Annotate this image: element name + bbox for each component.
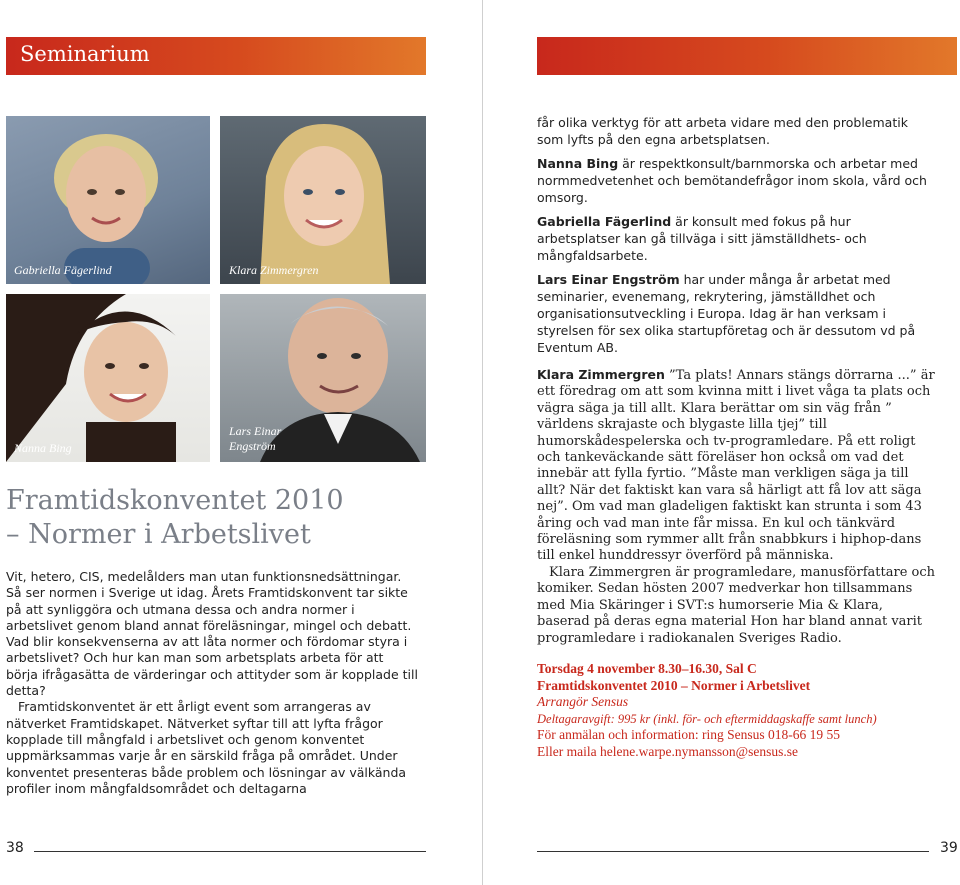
headline-line1: Framtidskonventet 2010 [6,485,344,516]
event-fee: Deltagaravgift: 995 kr (inkl. för- och eftermiddagskaffe samt lunch) [537,711,877,726]
bio-paragraph [537,213,937,264]
portrait-illustration [6,116,210,284]
intro-paragraph: Vit, hetero, CIS, medelålders man utan funktionsnedsättningar. Så ser normen i Sverige ut idag. Årets Framtidskonvent tar sikte på att synliggöra och utmana dessa och andra normer i arbetslivet genom bland annat föreläsningar, mingel och debatt. Vad blir konsekvenserna av att låta normer och fördomar styra i arbetslivet? Och hur kan man som arbetsplats arbeta för att börja ifrågasätta de värderingar och attityder som är kopplade till detta? [6,569,418,699]
page-number: 38 [6,840,24,856]
photo-caption: Gabriella Fägerlind [14,263,112,277]
event-organizer: Arrangör Sensus [537,694,629,709]
bio-text: har under många år arbetat med seminarier, evenemang, rekrytering, jämställdhet och organisationsutveckling i Europa. Idag är han verksam i styrelsen för sex olika startupföretag och är dessutom vd på Eventum AB. [537,272,916,355]
klara-name: Klara Zimmergren [537,367,665,382]
klara-section [537,367,937,647]
klara-paragraph [537,367,937,565]
event-date: Torsdag 4 november 8.30–16.30, Sal C [537,661,757,676]
portrait-illustration [6,294,210,462]
nanna-bing-photo [6,294,210,462]
continuation-text: får olika verktyg för att arbeta vidare med den problematik som lyfts på den egna arbetsplatsen. [537,115,908,147]
event-info [537,661,957,760]
event-email: Eller maila helene.warpe.nymansson@sensus.se [537,743,798,759]
page-spine [482,0,483,885]
article-headline [6,484,446,552]
intro-paragraph: Framtidskonventet är ett årligt event som arrangeras av nätverket Framtidskapet. Nätverket syftar till att lyfta frågor kopplade till mångfald i arbetslivet och genom konventet uppmärksammas varje år en särskild fråga på området. Under konventet presenteras både problem och lösningar av välkända profiler inom mångfaldsområdet och deltagarna [6,699,407,796]
photo-caption [229,424,281,454]
bio-paragraph [537,155,937,206]
photo-caption: Nanna Bing [14,441,72,455]
lars-einar-engstrom-photo [220,294,426,462]
gabriella-fagerlind-photo [6,116,210,284]
event-title: Framtidskonventet 2010 – Normer i Arbetslivet [537,677,811,693]
klara-text: ”Ta plats! Annars stängs dörrarna ...” är ett föredrag om att som kvinna mitt i livet våga ta plats och vägra säga ja till allt. Klara berättar om sin väg från ” världens skrajaste och blygaste lilla tjej” till humorskådespelerska och tv-programledare. På ett roligt och tankeväckande sätt föreläser hon också om vad det innebär att fylla fyrtio. ”Måste man verkligen säga ja till allt? När det faktiskt kan vara så härligt att få lov att säga nej”. Om vad man gladeligen faktiskt kan strunta i som 43 åring och vad man inte får missa. En kul och tänkvärd föreläsning som rymmer allt från snabbkurs i hiphop-dans till enkel hunddressyr överförd på människa. [537,368,935,564]
bio-text: är respektkonsult/barnmorska och arbetar med normmedvetenhet och bemötandefrågor inom skola, vård och omsorg. [537,156,927,205]
page-number: 39 [940,840,958,856]
bio-paragraph [537,271,937,356]
klara-zimmergren-photo [220,116,426,284]
portrait-illustration [220,116,426,284]
footer-rule [537,851,929,852]
section-title: Seminarium [20,42,150,66]
bio-text: är konsult med fokus på hur arbetsplatser kan gå tillväga i sitt jämställdhets- och mångfaldsarbete. [537,214,867,263]
photo-caption-line2: Engström [229,439,276,453]
section-header-band [537,37,957,75]
event-registration: För anmälan och information: ring Sensus 018-66 19 55 [537,727,840,742]
photo-caption-line1: Lars Einar [229,424,282,438]
photo-caption: Klara Zimmergren [229,263,319,277]
bio-name: Nanna Bing [537,156,619,171]
klara-paragraph: Klara Zimmergren är programledare, manusförfattare och komiker. Sedan hösten 2007 medverkar hon tillsammans med Mia Skäringer i SVT:s humorserie Mia & Klara, baserad på deras egna material Hon har bland annat varit programledare i radiokanalen Sveriges Radio. [537,564,936,646]
bio-name: Gabriella Fägerlind [537,214,672,229]
headline-line2: – Normer i Arbetslivet [6,519,311,550]
bio-name: Lars Einar Engström [537,272,680,287]
speaker-bios [537,114,937,363]
footer-rule [34,851,426,852]
section-header-band [6,37,426,75]
intro-text [6,569,418,797]
